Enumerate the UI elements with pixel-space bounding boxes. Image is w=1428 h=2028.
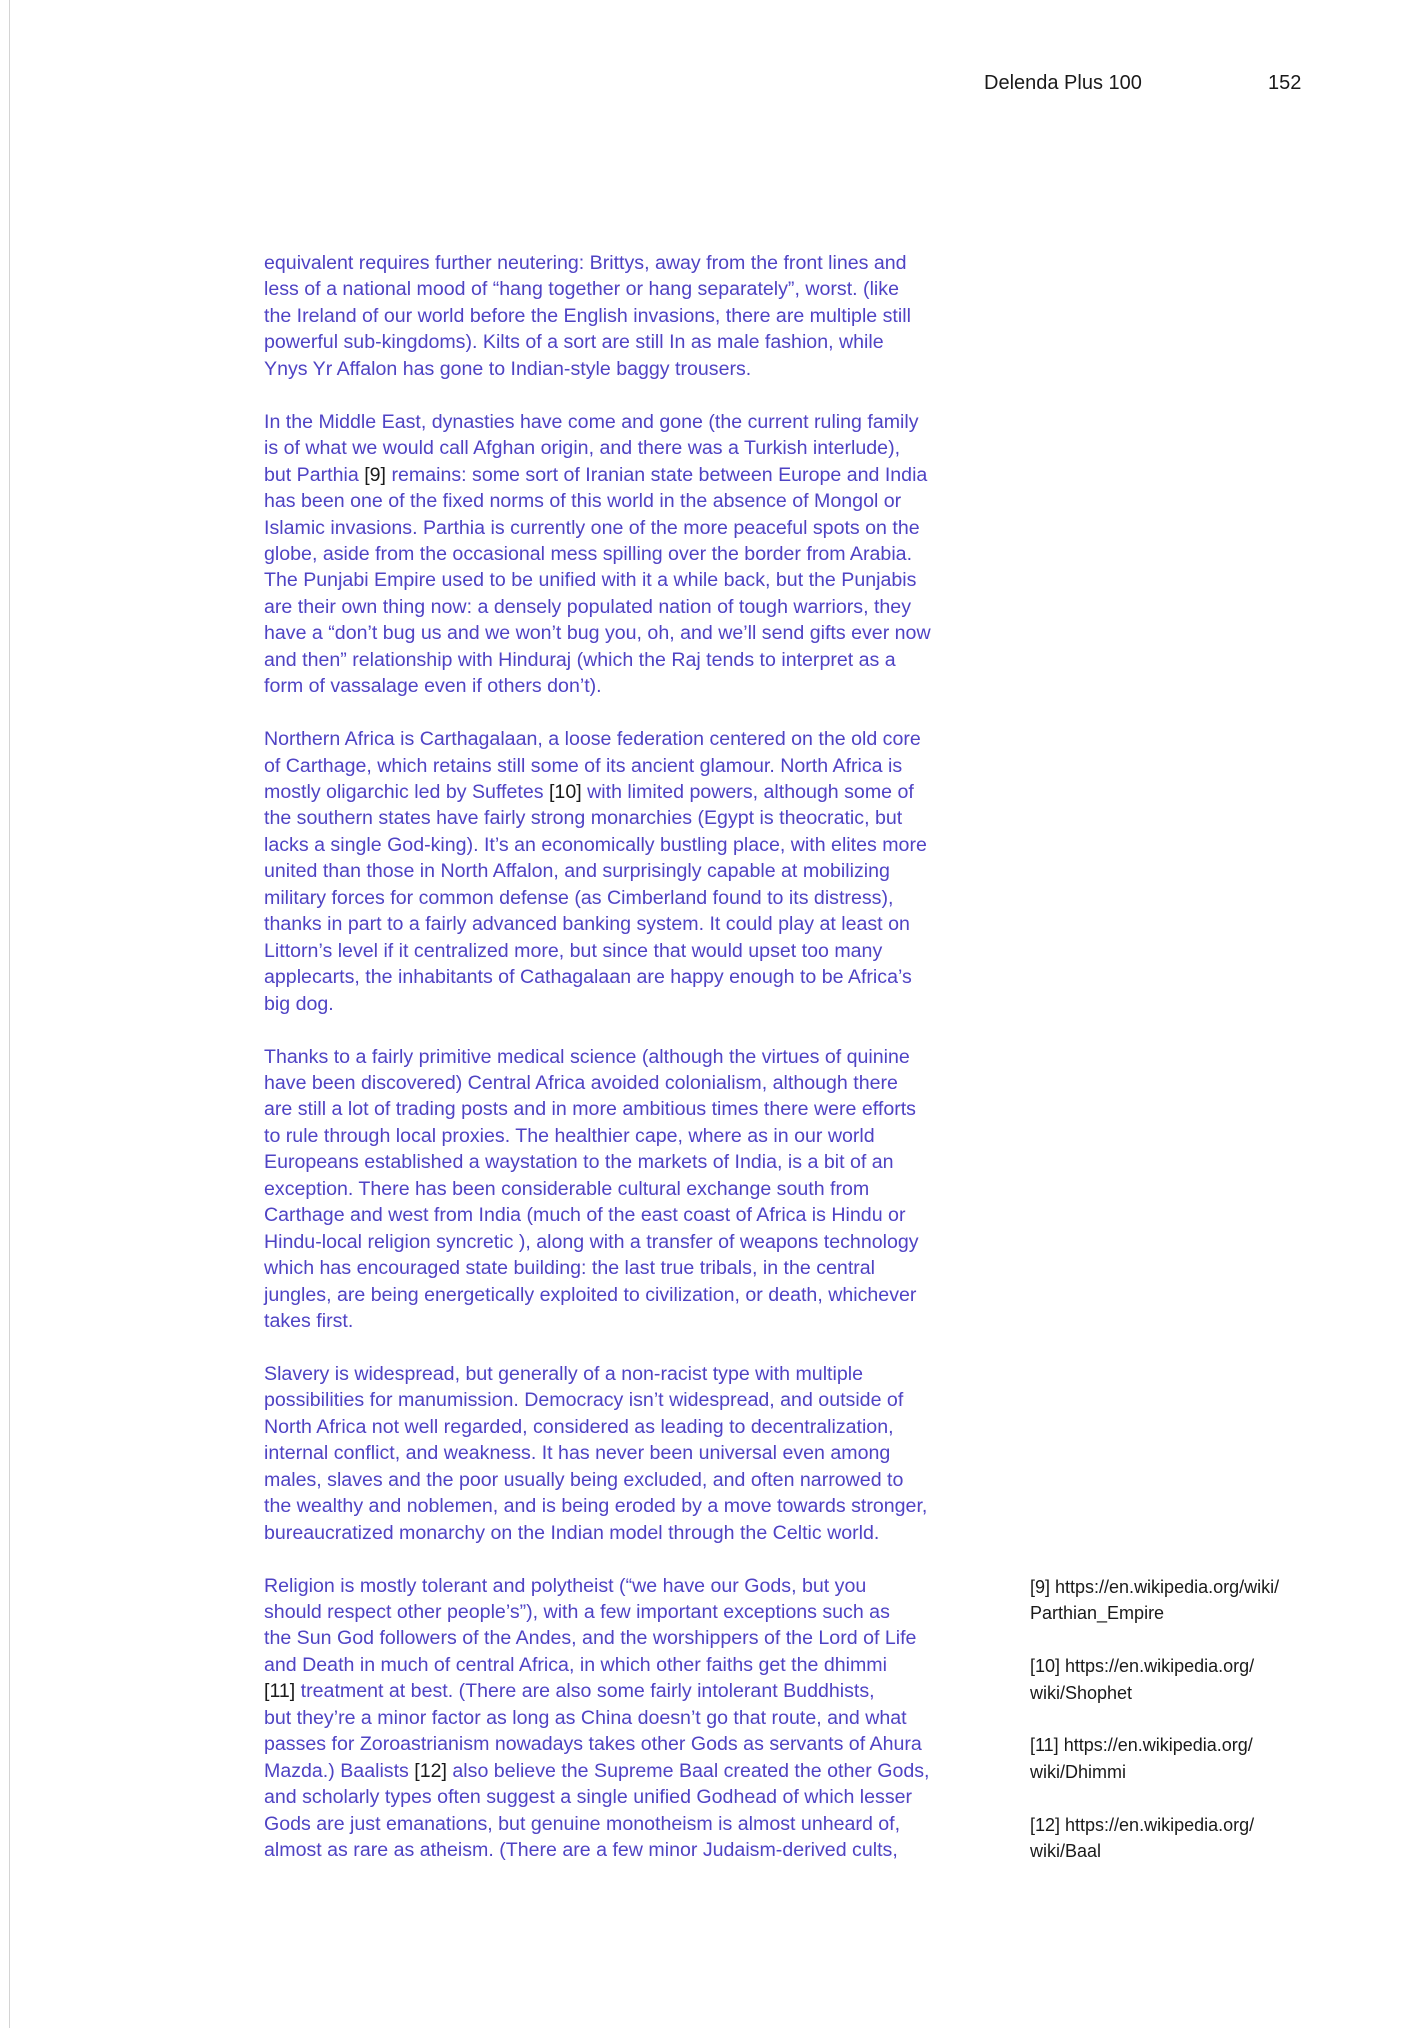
- text-segment: Thanks to a fairly primitive medical science (although the virtues of quinine have been discovered) Central Africa avoided colonialism, although there are still a lot of trading posts and in more ambitious times there were efforts to rule through local proxies. The healthier cape, where as in our world Europeans established a waystation to the markets of India, is a bit of an exception. There has been considerable cultural exchange south from Carthage and west from India (much of the east coast of Africa is Hindu or Hindu-local religion syncretic ), along with a transfer of weapons technology which has encouraged state building: the last true tribals, in the central jungles, are being energetically exploited to civilization, or death, whichever takes first.: [264, 1045, 919, 1333]
- paragraph-2: [264, 409, 1004, 700]
- paragraph-4: [264, 1044, 1004, 1335]
- footnotes-sidebar: [1030, 1574, 1410, 1864]
- footnote-ref-11[interactable]: [11]: [264, 1680, 296, 1703]
- footnote-11-link[interactable]: [11] https://en.wikipedia.org/ wiki/Dhimmi: [1030, 1735, 1253, 1782]
- paragraph-6: [264, 1573, 1004, 1864]
- footnote-ref-9[interactable]: [9]: [364, 463, 387, 486]
- page-number: 152: [1268, 72, 1302, 94]
- text-segment: Slavery is widespread, but generally of a non-racist type with multiple possibilities for manumission. Democracy isn’t widespread, and outside of North Africa not well regarded, considered as leading to decentralization, internal conflict, and weakness. It has never been universal even among males, slaves and the poor usually being excluded, and often narrowed to the wealthy and noblemen, and is being eroded by a move towards stronger, bureaucratized monarchy on the Indian model through the Celtic world.: [264, 1362, 928, 1544]
- footnote-ref-10[interactable]: [10]: [548, 781, 582, 804]
- text-segment: remains: some sort of Iranian state between Europe and India has been one of the fixed norms of this world in the absence of Mongol or Islamic invasions. Parthia is currently one of the more peaceful spots on the globe, aside from the occasional mess spilling over the border from Arabia. The Punjabi Empire used to be unified with it a while back, but the Punjabis are their own thing now: a densely populated nation of tough warriors, they have a “don’t bug us and we won’t bug you, oh, and we’ll send gifts ever now and then” relationship with Hinduraj (which the Raj tends to interpret as a form of vassalage even if others don’t).: [264, 463, 931, 698]
- paragraph-5: [264, 1361, 1004, 1546]
- main-text-column: [264, 250, 1004, 1864]
- text-segment: with limited powers, although some of the southern states have fairly strong monarchies (Egypt is theocratic, but lacks a single God-king). It’s an economically bustling place, with elites more united than those in North Affalon, and surprisingly capable at mobilizing military forces for common defense (as Cimberland found to its distress), thanks in part to a fairly advanced banking system. It could play at least on Littorn’s level if it centralized more, but since that would upset too many applecarts, the inhabitants of Cathagalaan are happy enough to be Africa’s big dog.: [264, 781, 927, 1015]
- paragraph-3: [264, 726, 1004, 1017]
- text-segment: Northern Africa is Carthagalaan, a loose federation centered on the old core of Carthage, which retains still some of its ancient glamour. North Africa is mostly oligarchic led by Suffetes: [264, 728, 921, 804]
- footnote-12-link[interactable]: [12] https://en.wikipedia.org/ wiki/Baal: [1030, 1814, 1255, 1862]
- running-header: [0, 72, 1428, 102]
- text-segment: equivalent requires further neutering: Brittys, away from the front lines and less of a national mood of “hang together or hang separately”, worst. (like the Ireland of our world before the English invasions, there are multiple still powerful sub-kingdoms). Kilts of a sort are still In as male fashion, while Ynys Yr Affalon has gone to Indian-style baggy trousers.: [264, 252, 911, 380]
- page-edge-divider: [9, 0, 10, 2028]
- footnote-ref-12[interactable]: [12]: [414, 1759, 447, 1782]
- text-segment: also believe the Supreme Baal created the other Gods, and scholarly types often suggest a single unified Godhead of which lesser Gods are just emanations, but genuine monotheism is almost unheard of, almost as rare as atheism. (There are a few minor Judaism-derived cults,: [264, 1759, 930, 1862]
- footnote-9-link[interactable]: [9] https://en.wikipedia.org/wiki/ Parthian_Empire: [1030, 1577, 1280, 1624]
- book-title: Delenda Plus 100: [984, 72, 1142, 94]
- text-segment: Religion is mostly tolerant and polytheist (“we have our Gods, but you should respect other people’s”), with a few important exceptions such as the Sun God followers of the Andes, and the worshippers of the Lord of Life and Death in much of central Africa, in which other faiths get the dhimmi: [264, 1574, 917, 1676]
- text-segment: treatment at best. (There are also some fairly intolerant Buddhists, but they’re a minor factor as long as China doesn’t go that route, and what passes for Zoroastrianism nowadays takes other Gods as servants of Ahura Mazda.) Baalists: [264, 1680, 922, 1782]
- text-segment: In the Middle East, dynasties have come and gone (the current ruling family is of what we would call Afghan origin, and there was a Turkish interlude), but Parthia: [264, 410, 919, 486]
- footnote-10-link[interactable]: [10] https://en.wikipedia.org/ wiki/Shophet: [1030, 1656, 1255, 1703]
- paragraph-1: [264, 250, 1004, 382]
